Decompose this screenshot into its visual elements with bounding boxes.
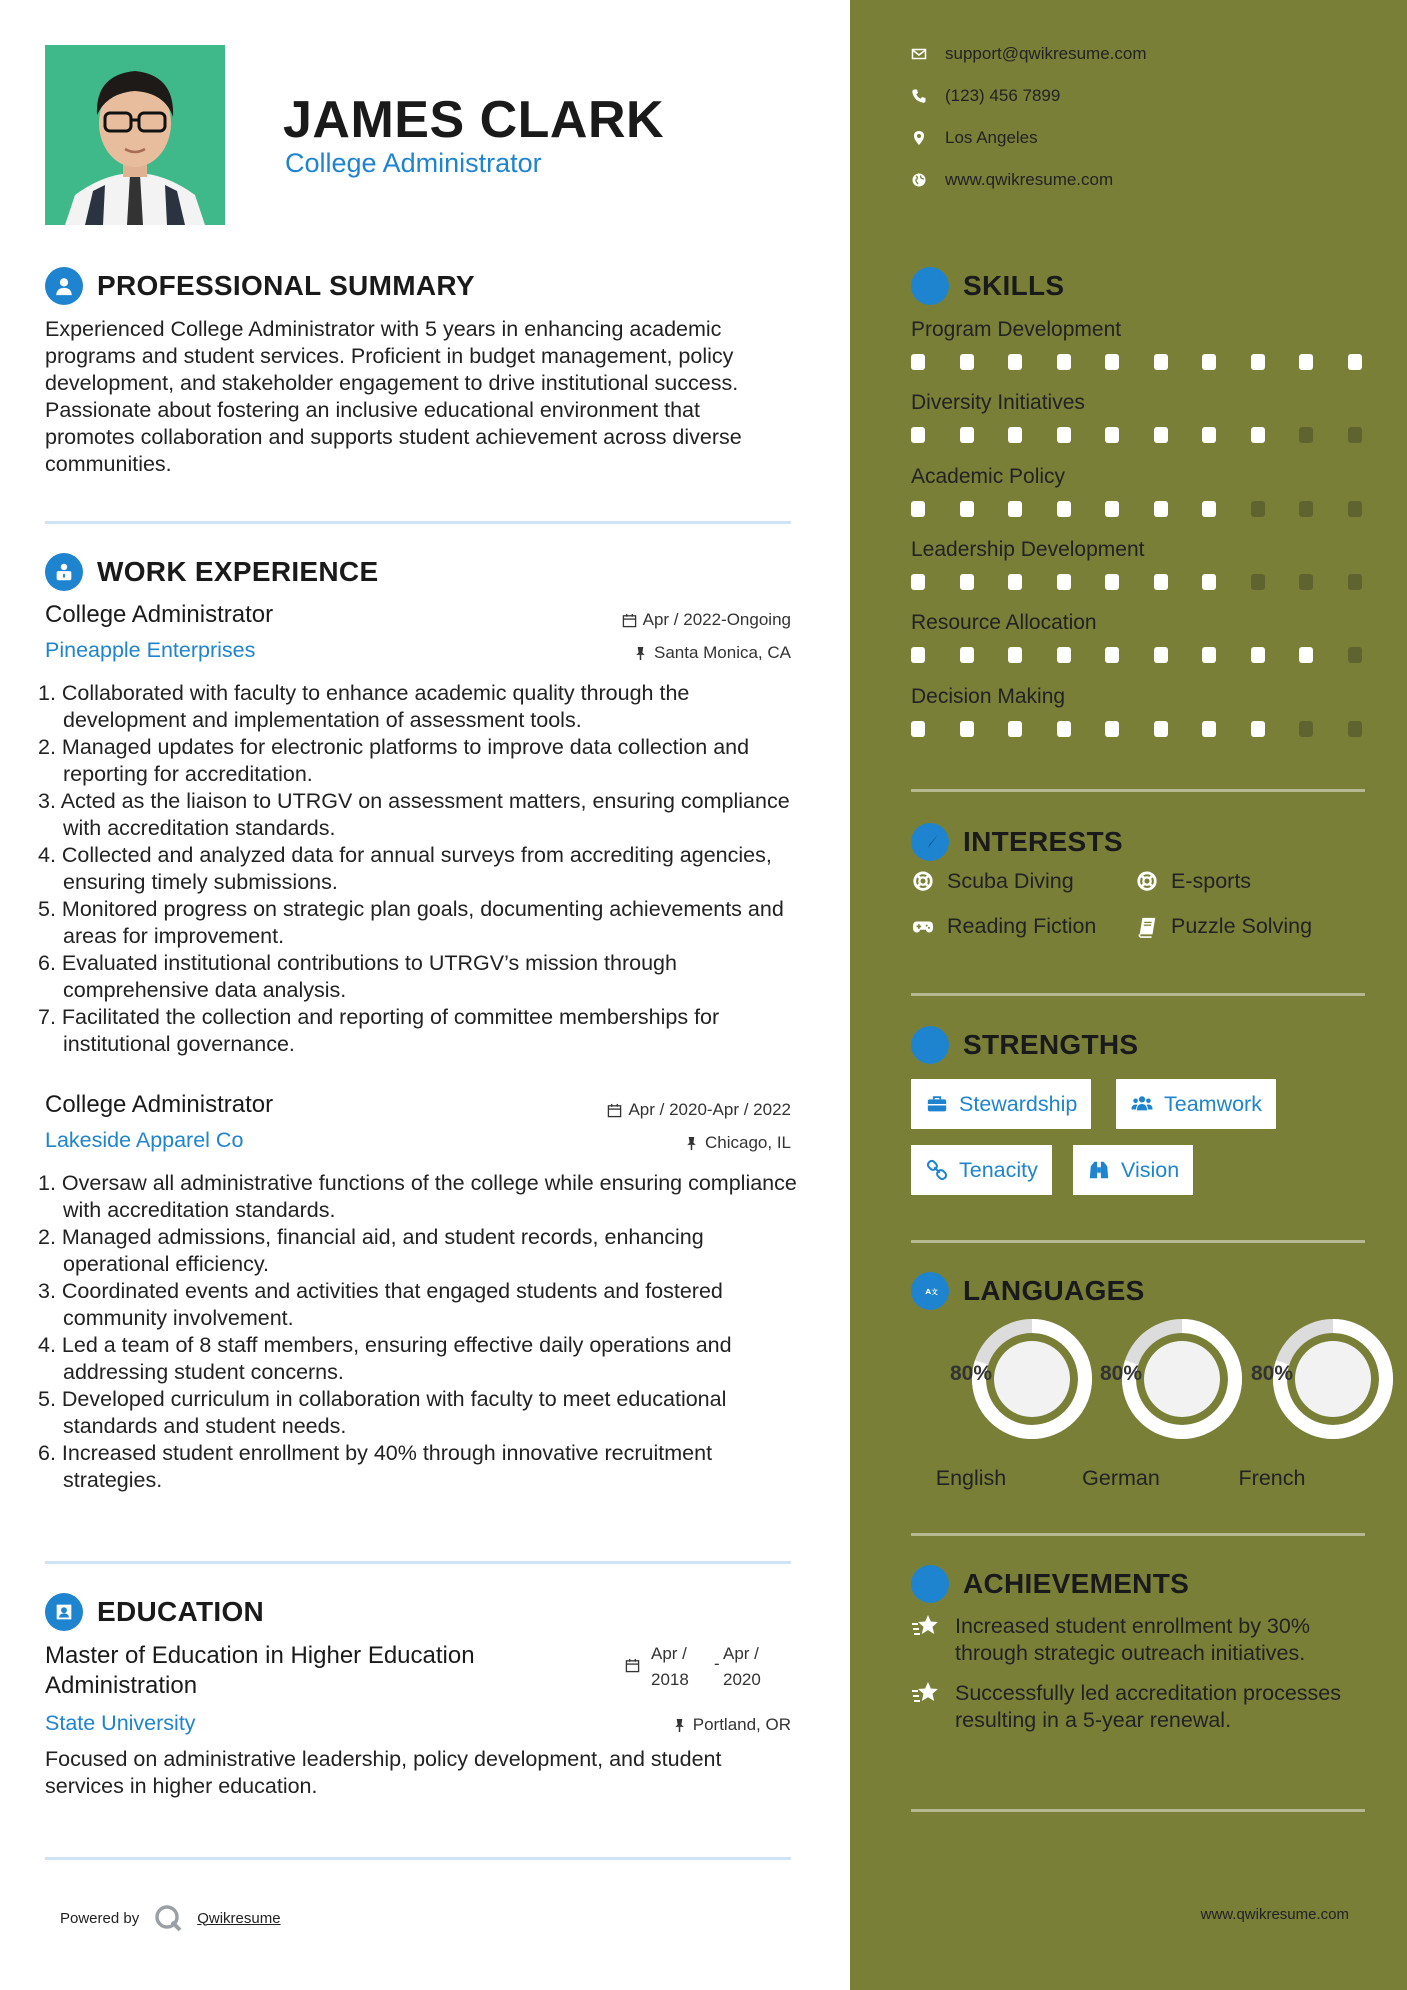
skill-rating <box>911 647 1362 663</box>
edu-date-dash: - <box>714 1654 720 1673</box>
edu-end-year: 2020 <box>723 1670 761 1689</box>
section-languages-title <box>911 1272 1145 1310</box>
fist-icon <box>911 1026 949 1064</box>
envelope-icon <box>911 46 927 62</box>
skill-rating <box>911 574 1362 590</box>
interest-item <box>1135 914 1312 939</box>
education-school: State University <box>45 1711 196 1735</box>
strengths-heading: STRENGTHS <box>963 1029 1139 1060</box>
candidate-role: College Administrator <box>285 148 542 178</box>
graduate-icon <box>45 1593 83 1631</box>
calendar-icon <box>622 613 637 628</box>
contact-location <box>911 128 1038 148</box>
job-1-dates <box>622 610 791 630</box>
interest-item <box>1135 869 1251 894</box>
rating-dot-filled <box>960 354 974 370</box>
interest-label: E-sports <box>1171 869 1252 893</box>
section-experience-title <box>45 553 378 591</box>
education-location-text: Portland, OR <box>692 1715 791 1734</box>
pin-icon <box>633 646 648 661</box>
summary-heading: PROFESSIONAL SUMMARY <box>97 270 475 301</box>
skill-name: Program Development <box>911 318 1122 341</box>
interest-item <box>911 914 1096 939</box>
interest-label: Puzzle Solving <box>1171 914 1313 938</box>
contact-phone[interactable] <box>911 86 1060 106</box>
achievement-text: Increased student enrollment by 30% through strategic outreach initiatives. <box>955 1614 1310 1665</box>
strength-badge <box>1073 1145 1193 1195</box>
language-icon <box>911 1272 949 1310</box>
rating-dot-empty <box>1251 574 1265 590</box>
rating-dot-empty <box>1348 574 1362 590</box>
pin-icon <box>684 1136 699 1151</box>
skill-rating <box>911 501 1362 517</box>
lightbulb-icon <box>911 267 949 305</box>
section-education-title <box>45 1593 264 1631</box>
education-heading: EDUCATION <box>97 1596 265 1627</box>
achievement-item <box>911 1613 1361 1667</box>
rating-dot-filled <box>911 427 925 443</box>
job-1-title: College Administrator <box>45 601 274 628</box>
job-2-dates <box>607 1100 791 1120</box>
rating-dot-filled <box>1057 574 1071 590</box>
gamepad-icon <box>911 916 935 938</box>
rating-dot-empty <box>1348 647 1362 663</box>
rating-dot-filled <box>1202 354 1216 370</box>
rating-dot-empty <box>1299 721 1313 737</box>
sidebar-divider <box>911 1240 1365 1243</box>
sidebar-divider <box>911 993 1365 996</box>
list-item: 6. Increased student enrollment by 40% through innovative recruitment strategies. <box>38 1441 713 1492</box>
sidebar-divider <box>911 1533 1365 1536</box>
contact-website[interactable] <box>911 170 1113 190</box>
job-2-location-text: Chicago, IL <box>705 1133 791 1152</box>
pin-icon <box>672 1718 687 1733</box>
rating-dot-filled <box>911 574 925 590</box>
job-1-dates-text: Apr / 2022-Ongoing <box>642 610 791 629</box>
rating-dot-empty <box>1299 574 1313 590</box>
job-1-company: Pineapple Enterprises <box>45 638 256 662</box>
degree-line-1: Master of Education in Higher Education <box>45 1642 475 1669</box>
rating-dot-empty <box>1348 721 1362 737</box>
powered-by <box>60 1903 281 1933</box>
rating-dot-filled <box>1251 647 1265 663</box>
phone-icon <box>911 88 927 104</box>
interest-item <box>911 869 1074 894</box>
rating-dot-filled <box>1202 574 1216 590</box>
rating-dot-filled <box>960 721 974 737</box>
job-2-location <box>684 1133 791 1153</box>
briefcase-user-icon <box>45 553 83 591</box>
skill-name: Diversity Initiatives <box>911 391 1085 415</box>
skill-name: Resource Allocation <box>911 611 1097 635</box>
education-description: Focused on administrative leadership, policy development, and student services in higher education. <box>45 1747 722 1798</box>
rating-dot-filled <box>911 647 925 663</box>
rating-dot-filled <box>1154 721 1168 737</box>
rating-dot-empty <box>1348 501 1362 517</box>
life-ring-icon <box>911 871 935 893</box>
footer-url[interactable]: www.qwikresume.com <box>1200 1906 1349 1923</box>
map-marker-icon <box>911 130 927 146</box>
language-percent: 80% <box>949 1362 993 1385</box>
rating-dot-filled <box>1202 647 1216 663</box>
list-item: 5. Monitored progress on strategic plan goals, documenting achievements and areas for improvement. <box>38 897 784 948</box>
rating-dot-filled <box>911 354 925 370</box>
language-percent: 80% <box>1250 1362 1294 1385</box>
rating-dot-filled <box>960 501 974 517</box>
rating-dot-filled <box>1251 354 1265 370</box>
rating-dot-filled <box>1105 721 1119 737</box>
rating-dot-empty <box>1348 427 1362 443</box>
rating-dot-filled <box>1057 354 1071 370</box>
rating-dot-filled <box>1057 647 1071 663</box>
rating-dot-filled <box>1008 574 1022 590</box>
strength-badge <box>1116 1079 1276 1129</box>
skill-rating <box>911 354 1362 370</box>
list-item: 3. Acted as the liaison to UTRGV on assessment matters, ensuring compliance with accreditation standards. <box>38 789 790 840</box>
list-item: 4. Led a team of 8 staff members, ensuring effective daily operations and addressing student concerns. <box>38 1333 732 1384</box>
job-1-bullets <box>38 680 798 1058</box>
list-item: 1. Collaborated with faculty to enhance academic quality through the development and implementation of assessment tools. <box>38 681 690 732</box>
star-icon <box>911 1611 941 1641</box>
binoculars-icon <box>1087 1159 1111 1181</box>
rating-dot-filled <box>911 501 925 517</box>
rating-dot-filled <box>1057 501 1071 517</box>
life-ring-icon <box>1135 871 1159 893</box>
globe-icon <box>911 172 927 188</box>
summary-text: Experienced College Administrator with 5 years in enhancing academic programs and student services. Proficient in budget management, policy development, and stakeholder engagement to drive institutional success. Passionate about fostering an inclusive educational environment that promotes collaboration and supports student achievement across diverse communities. <box>45 317 742 476</box>
degree-line-2: Administration <box>45 1672 198 1699</box>
skill-name: Leadership Development <box>911 537 1145 561</box>
briefcase-icon <box>925 1093 949 1115</box>
job-2-title: College Administrator <box>45 1091 274 1118</box>
section-strengths-title <box>911 1026 1138 1064</box>
rating-dot-filled <box>1008 427 1022 443</box>
skills-heading: SKILLS <box>963 270 1065 301</box>
candidate-name: JAMES CLARK <box>283 91 665 149</box>
list-item: 2. Managed updates for electronic platforms to improve data collection and reporting for accreditation. <box>38 735 750 786</box>
rating-dot-filled <box>960 574 974 590</box>
strength-badge <box>911 1079 1091 1129</box>
powered-by-label: Powered by <box>60 1909 140 1927</box>
rating-dot-filled <box>1299 647 1313 663</box>
languages-heading: LANGUAGES <box>963 1275 1145 1306</box>
rating-dot-filled <box>1251 427 1265 443</box>
achievements-heading: ACHIEVEMENTS <box>963 1568 1190 1599</box>
strength-label: Teamwork <box>1164 1091 1262 1116</box>
strength-label: Vision <box>1121 1157 1180 1182</box>
svg-text:文: 文 <box>931 1288 939 1297</box>
rating-dot-empty <box>1251 501 1265 517</box>
rating-dot-filled <box>960 427 974 443</box>
language-percent: 80% <box>1099 1362 1143 1385</box>
rating-dot-filled <box>1154 427 1168 443</box>
education-location <box>672 1715 791 1735</box>
rating-dot-filled <box>1008 721 1022 737</box>
rating-dot-filled <box>1202 501 1216 517</box>
section-divider <box>45 1857 791 1860</box>
email-text: support@qwikresume.com <box>945 44 1147 63</box>
rating-dot-filled <box>1154 574 1168 590</box>
edu-start-month: Apr / <box>651 1644 687 1663</box>
list-item: 6. Evaluated institutional contributions to UTRGV’s mission through comprehensive data analysis. <box>38 951 677 1002</box>
rating-dot-filled <box>1008 647 1022 663</box>
phone-text: (123) 456 7899 <box>945 86 1061 105</box>
avatar <box>45 45 225 225</box>
job-1-location <box>633 643 791 663</box>
rating-dot-filled <box>1105 647 1119 663</box>
experience-heading: WORK EXPERIENCE <box>97 556 379 587</box>
rating-dot-filled <box>1105 501 1119 517</box>
rating-dot-filled <box>1348 354 1362 370</box>
qwikresume-link[interactable]: Qwikresume <box>197 1909 281 1927</box>
sidebar-divider <box>911 789 1365 792</box>
website-text: www.qwikresume.com <box>945 170 1114 189</box>
rating-dot-filled <box>1154 354 1168 370</box>
rating-dot-filled <box>1202 427 1216 443</box>
list-item: 5. Developed curriculum in collaboration with faculty to meet educational standards and student needs. <box>38 1387 727 1438</box>
calendar-icon <box>625 1658 640 1673</box>
list-item: 7. Facilitated the collection and reporting of committee memberships for institutional governance. <box>38 1005 720 1056</box>
calendar-icon <box>607 1103 622 1118</box>
section-summary-title <box>45 267 475 305</box>
rating-dot-filled <box>1154 501 1168 517</box>
book-icon <box>1135 916 1159 938</box>
rating-dot-filled <box>1251 721 1265 737</box>
sidebar-divider <box>911 1809 1365 1812</box>
job-2-bullets <box>38 1170 798 1494</box>
strength-label: Tenacity <box>959 1157 1038 1182</box>
section-interests-title <box>911 823 1123 861</box>
users-icon <box>1130 1093 1154 1115</box>
education-degree <box>45 1641 475 1701</box>
user-circle-icon <box>45 267 83 305</box>
skill-name: Academic Policy <box>911 464 1066 488</box>
section-skills-title <box>911 267 1064 305</box>
job-2-dates-text: Apr / 2020-Apr / 2022 <box>628 1100 791 1119</box>
list-item: 3. Coordinated events and activities that engaged students and fostered community involvement. <box>38 1279 723 1330</box>
rating-dot-filled <box>1202 721 1216 737</box>
job-1-location-text: Santa Monica, CA <box>653 643 791 662</box>
star-icon <box>911 1678 941 1708</box>
section-divider <box>45 521 791 524</box>
rating-dot-filled <box>1057 427 1071 443</box>
link-icon <box>925 1159 949 1181</box>
interests-heading: INTERESTS <box>963 826 1123 857</box>
rating-dot-filled <box>1105 574 1119 590</box>
list-item: 2. Managed admissions, financial aid, and student records, enhancing operational efficiency. <box>38 1225 704 1276</box>
rating-dot-filled <box>1299 354 1313 370</box>
rating-dot-filled <box>1008 354 1022 370</box>
rating-dot-empty <box>1299 501 1313 517</box>
strength-label: Stewardship <box>959 1091 1078 1116</box>
location-text: Los Angeles <box>945 128 1038 147</box>
edu-start-year: 2018 <box>651 1670 689 1689</box>
section-divider <box>45 1561 791 1564</box>
language-name: English <box>935 1466 1007 1490</box>
edu-end-month: Apr / <box>723 1644 759 1663</box>
qwikresume-logo-icon <box>153 1903 183 1933</box>
svg-text:A: A <box>925 1287 932 1297</box>
language-name: French <box>1238 1466 1306 1490</box>
rating-dot-filled <box>911 721 925 737</box>
skill-rating <box>911 721 1362 737</box>
list-item: 1. Oversaw all administrative functions of the college while ensuring compliance with accreditation standards. <box>38 1171 797 1222</box>
rating-dot-filled <box>1105 427 1119 443</box>
skill-rating <box>911 427 1362 443</box>
section-achievements-title <box>911 1565 1189 1603</box>
job-2-company: Lakeside Apparel Co <box>45 1128 244 1152</box>
rating-dot-filled <box>1008 501 1022 517</box>
paper-plane-icon <box>911 823 949 861</box>
achievement-text: Successfully led accreditation processes resulting in a 5-year renewal. <box>955 1681 1341 1732</box>
rating-dot-filled <box>1154 647 1168 663</box>
language-name: German <box>1082 1466 1160 1490</box>
rating-dot-filled <box>1057 721 1071 737</box>
rating-dot-filled <box>960 647 974 663</box>
skill-name: Decision Making <box>911 684 1066 708</box>
rating-dot-filled <box>1105 354 1119 370</box>
strength-badge <box>911 1145 1052 1195</box>
interest-label: Reading Fiction <box>947 914 1097 938</box>
rating-dot-empty <box>1299 427 1313 443</box>
interest-label: Scuba Diving <box>947 869 1074 893</box>
profile-photo <box>45 45 225 225</box>
star-badge-icon <box>911 1565 949 1603</box>
achievement-item <box>911 1680 1361 1734</box>
list-item: 4. Collected and analyzed data for annual surveys from accrediting agencies, ensuring timely submissions. <box>38 843 772 894</box>
contact-email[interactable] <box>911 44 1147 64</box>
